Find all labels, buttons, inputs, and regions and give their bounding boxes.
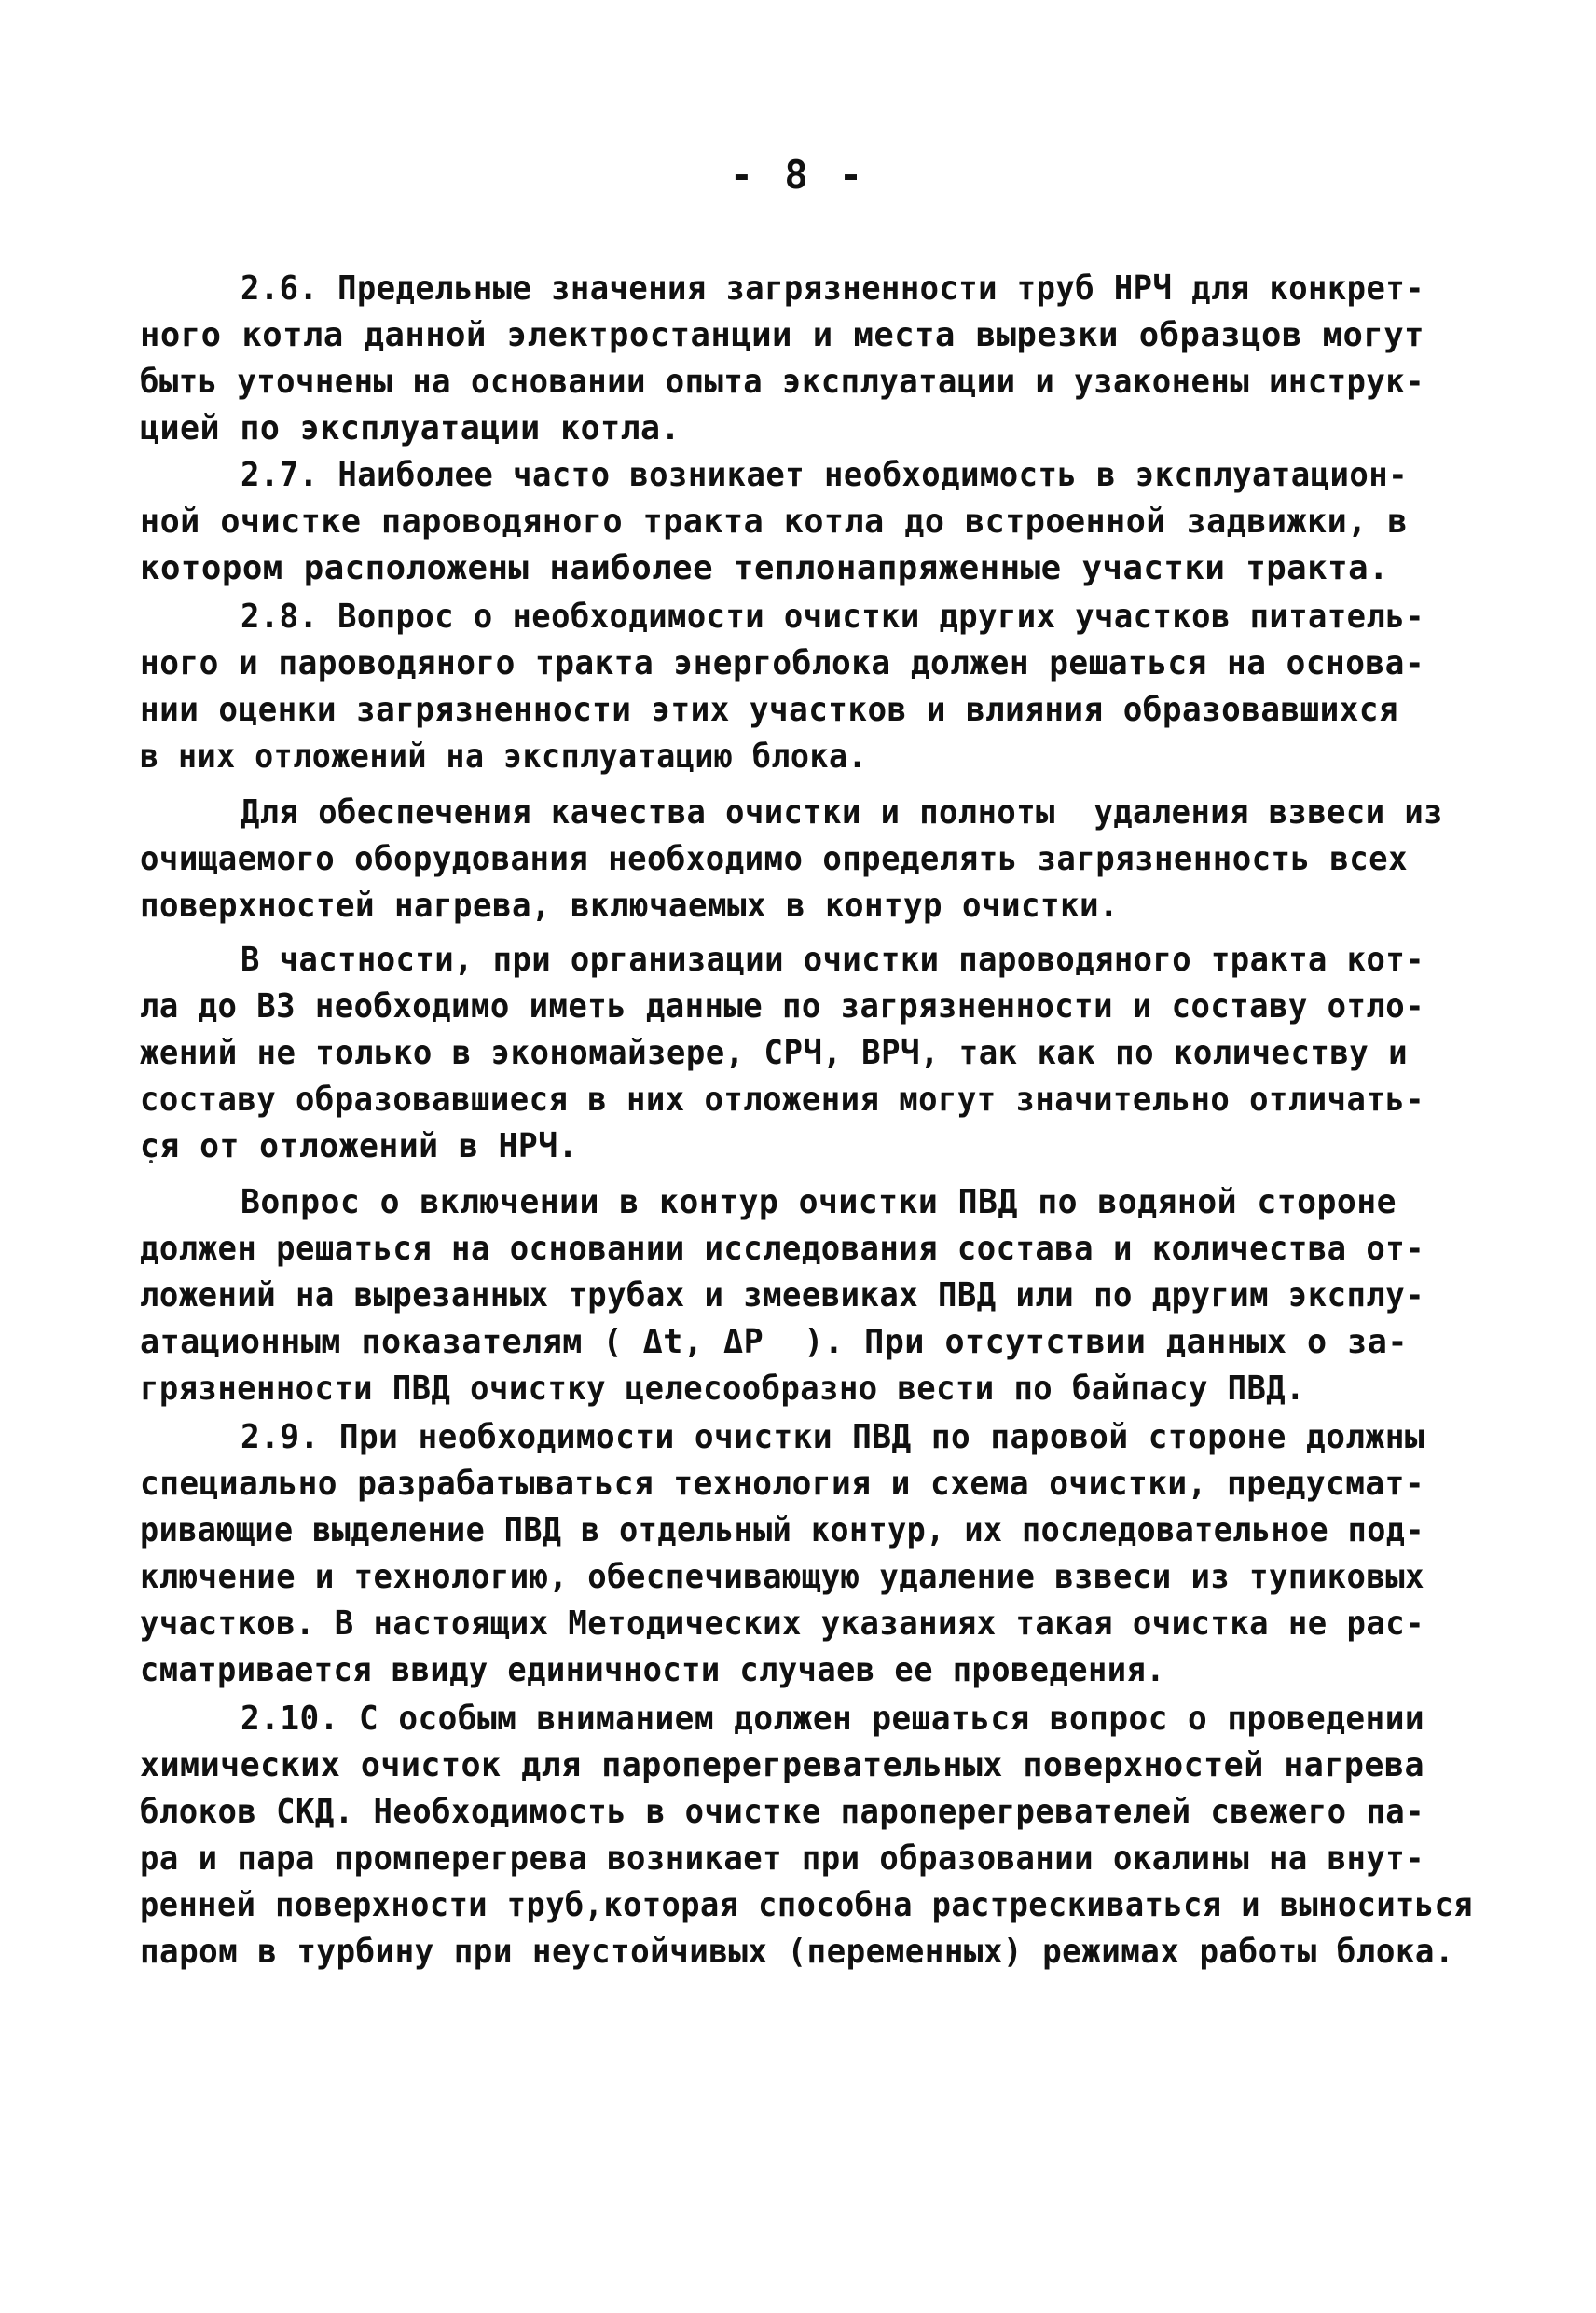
text-line: ра и пара промперегрева возникает при образовании окалины на внут- [140,1839,1425,1878]
text-line: цией по эксплуатации котла. [140,409,681,447]
text-line: котором расположены наиболее теплонапряженные участки тракта. [140,549,1390,587]
text-line: составу образовавшиеся в них отложения могут значительно отличать- [140,1081,1425,1119]
page-number: - 8 - [729,152,867,198]
text-line: паром в турбину при неустойчивых (переменных) режимах работы блока. [140,1933,1455,1971]
text-line: В частности, при организации очистки пароводяного тракта кот- [241,941,1424,979]
text-line: нии оценки загрязненности этих участков и влияния образовавшихся [140,691,1399,729]
text-line: 2.9. При необходимости очистки ПВД по паровой стороне должны [241,1418,1425,1456]
text-line: должен решаться на основании исследования состава и количества от- [140,1230,1425,1268]
text-line: 2.8. Вопрос о необходимости очистки других участков питатель- [241,598,1424,636]
text-line: химических очисток для пароперегревательных поверхностей нагрева [140,1746,1424,1784]
text-line: ренней поверхности труб,которая способна растрескиваться и выноситься [140,1886,1473,1924]
text-line: ложений на вырезанных трубах и змеевиках ПВД или по другим эксплу- [140,1276,1425,1315]
text-line: 2.7. Наиболее часто возникает необходимость в эксплуатацион- [241,456,1408,494]
text-line: ного котла данной электростанции и места вырезки образцов могут [140,316,1424,354]
text-line: сматривается ввиду единичности случаев ее проведения. [140,1651,1166,1689]
text-line: поверхностей нагрева, включаемых в контур очистки. [140,887,1120,925]
text-line: 2.10. С особым вниманием должен решаться вопрос о проведении [241,1700,1425,1738]
text-line: очищаемого оборудования необходимо определять загрязненность всех [140,840,1409,878]
text-line: блоков СКД. Необходимость в очистке пароперегревателей свежего па- [140,1793,1425,1831]
text-line: ной очистке пароводяного тракта котла до встроенной задвижки, в [140,503,1408,541]
text-line: ключение и технологию, обеспечивающую удаление взвеси из тупиковых [140,1558,1425,1596]
text-line: ривающие выделение ПВД в отдельный контур, их последовательное под- [140,1511,1424,1549]
text-line: Для обеспечения качества очистки и полноты удаления взвеси из [241,793,1443,832]
text-line: 2.6. Предельные значения загрязненности труб НРЧ для конкрет- [241,269,1424,308]
text-line: быть уточнены на основании опыта эксплуатации и узаконены инструк- [140,363,1425,401]
text-line: ного и пароводяного тракта энергоблока должен решаться на основа- [140,644,1425,682]
text-line: ла до ВЗ необходимо иметь данные по загрязненности и составу отло- [140,987,1425,1026]
text-line: специально разрабатываться технология и схема очистки, предусмат- [140,1465,1425,1503]
text-line: грязненности ПВД очистку целесообразно вести по байпасу ПВД. [140,1370,1305,1408]
text-line: жений не только в экономайзере, СРЧ, ВРЧ, так как по количеству и [140,1034,1409,1072]
text-line: участков. В настоящих Методических указаниях такая очистка не рас- [140,1604,1425,1643]
text-line: в них отложений на эксплуатацию блока. [140,737,868,776]
text-line: ся от отложений в НРЧ. [140,1127,579,1165]
text-line: Вопрос о включении в контур очистки ПВД по водяной стороне [241,1183,1397,1221]
text-line: атационным показателям ( Δt, ΔP ). При отсутствии данных о за- [140,1323,1408,1361]
